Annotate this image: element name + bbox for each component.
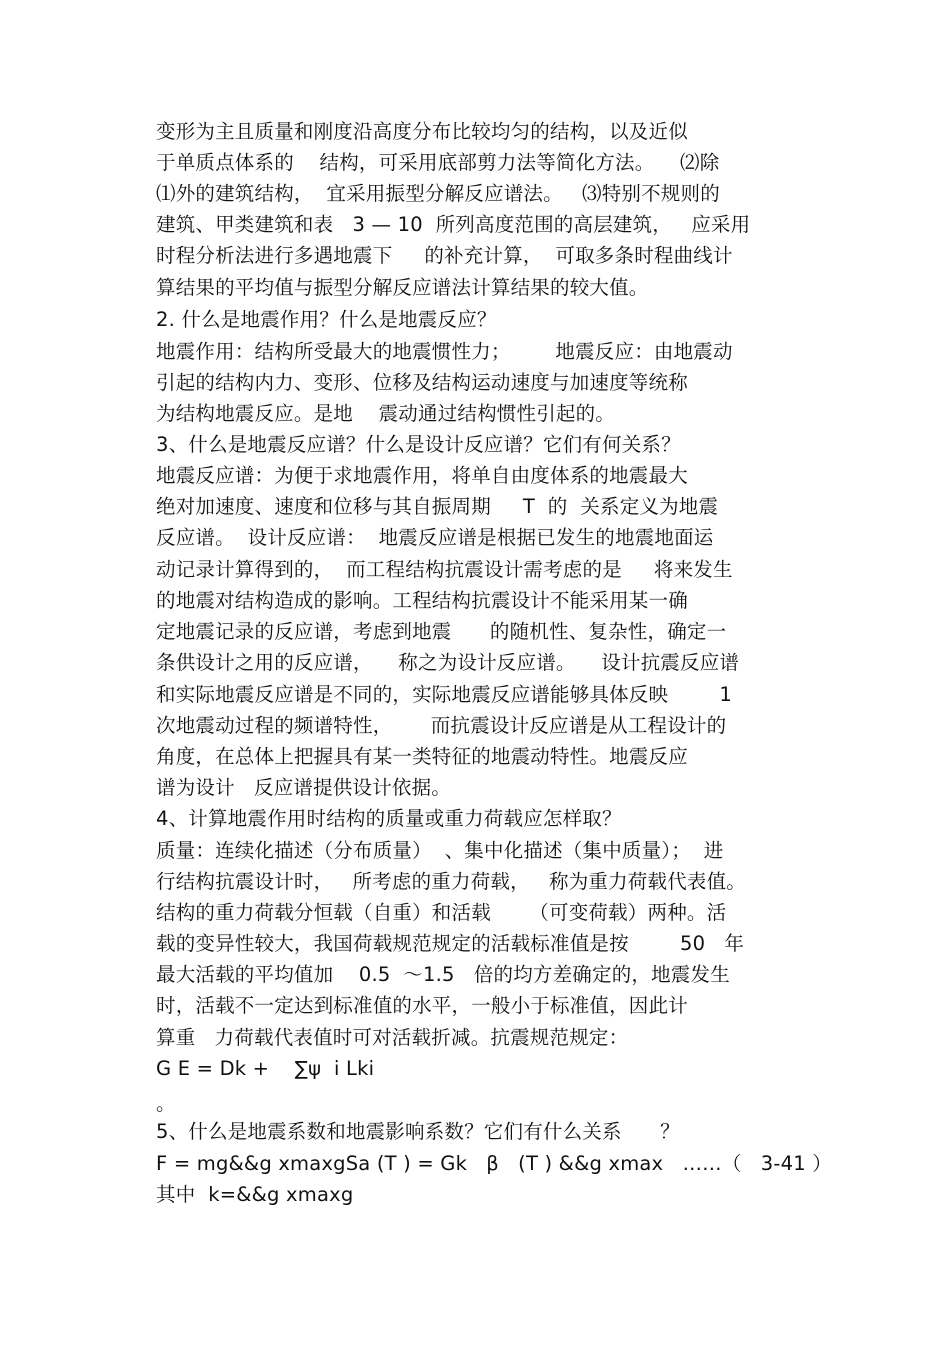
body-text-line: ⑴外的建筑结构， 宜采用振型分解反应谱法。 ⑶特别不规则的	[156, 182, 720, 205]
body-text-line: 时程分析法进行多遇地震下 的补充计算， 可取多条时程曲线计	[156, 244, 733, 267]
question-heading: 3、什么是地震反应谱？什么是设计反应谱？它们有何关系？	[156, 433, 681, 456]
body-text-line: 变形为主且质量和刚度沿高度分布比较均匀的结构，以及近似	[156, 120, 688, 143]
body-text-line: 。	[156, 1092, 176, 1115]
body-text-line: 谱为设计 反应谱提供设计依据。	[156, 776, 451, 799]
question-heading: 5、什么是地震系数和地震影响系数？它们有什么关系 ？	[156, 1120, 680, 1143]
body-text-line: 引起的结构内力、变形、位移及结构运动速度与加速度等统称	[156, 371, 688, 394]
body-text-line: 结构的重力荷载分恒载（自重）和活载 （可变荷载）两种。活	[156, 901, 727, 924]
body-text-line: 建筑、甲类建筑和表 3 — 10 所列高度范围的高层建筑， 应采用	[156, 213, 751, 236]
formula-line: F = mg&&g xmaxgSa (T ) = Gk β (T ) &&g xmax ……（ 3-41 ）	[156, 1152, 832, 1175]
body-text-line: 地震作用：结构所受最大的地震惯性力； 地震反应：由地震动	[156, 340, 733, 363]
body-text-line: 反应谱。 设计反应谱： 地震反应谱是根据已发生的地震地面运	[156, 526, 714, 549]
body-text-line: 条供设计之用的反应谱， 称之为设计反应谱。 设计抗震反应谱	[156, 651, 740, 674]
body-text-line: 为结构地震反应。是地 震动通过结构惯性引起的。	[156, 402, 615, 425]
body-text-line: 动记录计算得到的， 而工程结构抗震设计需考虑的是 将来发生	[156, 558, 733, 581]
body-text-line: 和实际地震反应谱是不同的，实际地震反应谱能够具体反映 1	[156, 683, 732, 706]
body-text-line: 载的变异性较大，我国荷载规范规定的活载标准值是按 50 年	[156, 932, 745, 955]
body-text-line: 最大活载的平均值加 0.5 ～1.5 倍的均方差确定的，地震发生	[156, 963, 730, 986]
body-text-line: 时，活载不一定达到标准值的水平，一般小于标准值，因此计	[156, 994, 688, 1017]
body-text-line: 绝对加速度、速度和位移与其自振周期 T 的 关系定义为地震	[156, 495, 719, 518]
question-heading: 2. 什么是地震作用？什么是地震反应？	[156, 308, 497, 331]
body-text-line: 算重 力荷载代表值时可对活载折减。抗震规范规定：	[156, 1026, 629, 1049]
question-heading: 4、计算地震作用时结构的质量或重力荷载应怎样取？	[156, 807, 622, 830]
body-text-line: 质量：连续化描述（分布质量） 、集中化描述（集中质量）； 进	[156, 839, 724, 862]
formula-line: G E = Dk + ∑ψ i Lki	[156, 1057, 375, 1080]
body-text-line: 行结构抗震设计时， 所考虑的重力荷载， 称为重力荷载代表值。	[156, 870, 746, 893]
body-text-line: 次地震动过程的频谱特性， 而抗震设计反应谱是从工程设计的	[156, 714, 727, 737]
body-text-line: 于单质点体系的 结构，可采用底部剪力法等简化方法。 ⑵除	[156, 151, 720, 174]
body-text-line: 地震反应谱：为便于求地震作用，将单自由度体系的地震最大	[156, 464, 688, 487]
body-text-line: 定地震记录的反应谱，考虑到地震 的随机性、复杂性，确定一	[156, 620, 727, 643]
formula-line: 其中 k=&&g xmaxg	[156, 1183, 354, 1206]
body-text-line: 角度，在总体上把握具有某一类特征的地震动特性。地震反应	[156, 745, 688, 768]
body-text-line: 的地震对结构造成的影响。工程结构抗震设计不能采用某一确	[156, 589, 688, 612]
body-text-line: 算结果的平均值与振型分解反应谱法计算结果的较大值。	[156, 276, 649, 299]
